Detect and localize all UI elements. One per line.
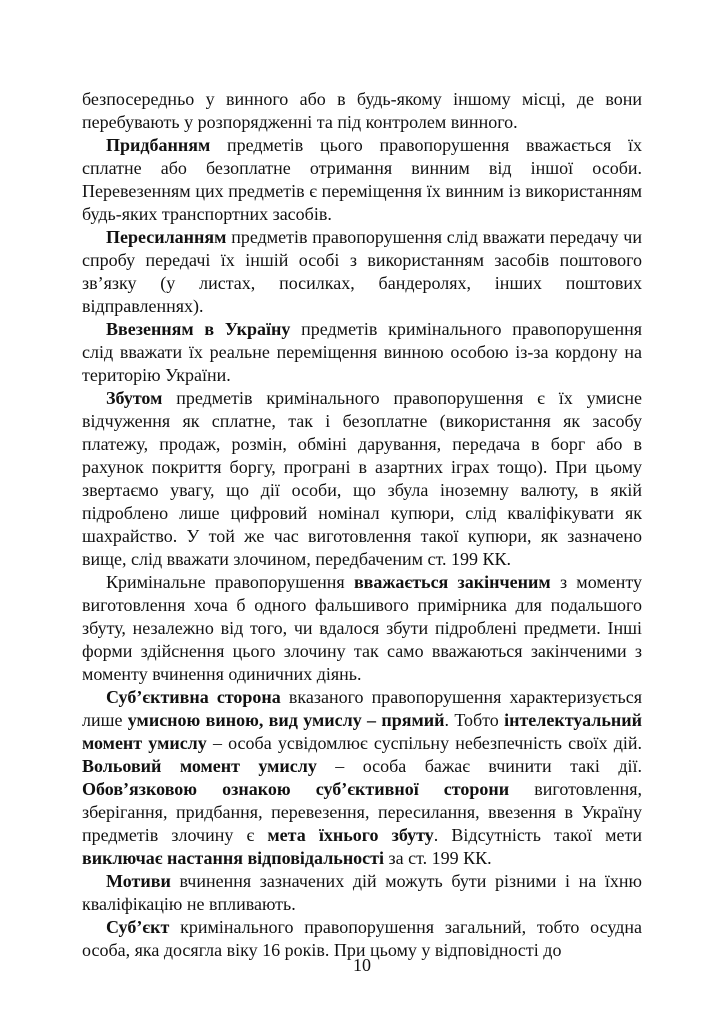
text-run: безпосередньо у винного або в будь-якому іншому місці, де вони перебувають у розпорядженні та під контролем винного. xyxy=(82,89,642,132)
page-number: 10 xyxy=(353,955,371,975)
text-run: за ст. 199 КК. xyxy=(384,848,492,868)
text-run: . Тобто xyxy=(444,710,505,730)
body-text xyxy=(82,88,642,962)
text-run: виготовлення, зберігання, придбання, перевезення, пересилання, ввезення в Україну предметів злочину є xyxy=(82,779,642,845)
bold-term: умисною виною, вид умислу – прямий xyxy=(127,710,445,730)
paragraph xyxy=(82,571,642,686)
paragraph xyxy=(82,134,642,226)
bold-term: Суб’єктивна сторона xyxy=(106,687,281,707)
bold-term: Збутом xyxy=(106,388,163,408)
bold-term: вважається закінченим xyxy=(353,572,551,592)
text-run: – особа усвідомлює суспільну небезпечність своїх дій. xyxy=(206,733,642,753)
paragraph xyxy=(82,88,642,134)
bold-term: Пересиланням xyxy=(106,227,227,247)
text-run: . Відсутність такої мети xyxy=(433,825,642,845)
paragraph xyxy=(82,870,642,916)
text-run: предметів кримінального правопорушення слід вважати їх реальне переміщення винною особою із-за кордону на територію України. xyxy=(82,319,643,385)
bold-term: Ввезенням в Україну xyxy=(106,319,291,339)
text-run: предметів кримінального правопорушення є їх умисне відчуження як сплатне, так і безоплатне (використання як засобу платежу, продаж, розмін, обміні дарування, передача в борг або в рахунок покриття боргу, програні в азартних іграх тощо). При цьому звертаємо увагу, що дії особи, що збула іноземну валюту, в якій підроблено лише цифровий номінал купюри, слід кваліфікувати як шахрайство. У той же час виготовлення такої купюри, як зазначено вище, слід вважати злочином, передбаченим ст. 199 КК. xyxy=(82,388,642,569)
text-run: кримінального правопорушення загальний, тобто осудна особа, яка досягла віку 16 років. При цьому у відповідності до xyxy=(82,917,642,960)
bold-term: Мотиви xyxy=(106,871,171,891)
paragraph xyxy=(82,226,642,318)
text-run: – особа бажає вчинити такі дії. xyxy=(316,756,642,776)
text-run: вказаного правопорушення характеризується лише xyxy=(82,687,642,730)
text-run: з моменту виготовлення хоча б одного фальшивого примірника для подальшого збуту, незалежно від того, чи вдалося збути підроблені предмети. Інші форми здійснення цього злочину так само вважаються закінченими з моменту вчинення одиничних діянь. xyxy=(82,572,642,684)
bold-term: Обов’язковою ознакою суб’єктивної сторони xyxy=(82,779,510,799)
text-run: предметів цього правопорушення вважається їх сплатне або безоплатне отримання винним від іншої особи. Перевезенням цих предметів є переміщення їх винним із використанням будь-яких транспортних засобів. xyxy=(82,135,642,224)
paragraph xyxy=(82,318,642,387)
bold-term: інтелектуальний момент умислу xyxy=(82,710,642,753)
bold-term: виключає настання відповідальності xyxy=(82,848,385,868)
text-run: Кримінальне правопорушення xyxy=(106,572,354,592)
bold-term: Придбанням xyxy=(106,135,211,155)
bold-term: мета їхнього збуту xyxy=(267,825,434,845)
bold-term: Суб’єкт xyxy=(106,917,170,937)
paragraph xyxy=(82,686,642,870)
bold-term: Вольовий момент умислу xyxy=(82,756,317,776)
paragraph xyxy=(82,387,642,571)
text-run: вчинення зазначених дій можуть бути різними і на їхню кваліфікацію не впливають. xyxy=(82,871,642,914)
text-run: предметів правопорушення слід вважати передачу чи спробу передачі їх іншій особі з використанням засобів поштового зв’язку (у листах, посилках, бандеролях, інших поштових відправленнях). xyxy=(82,227,642,316)
